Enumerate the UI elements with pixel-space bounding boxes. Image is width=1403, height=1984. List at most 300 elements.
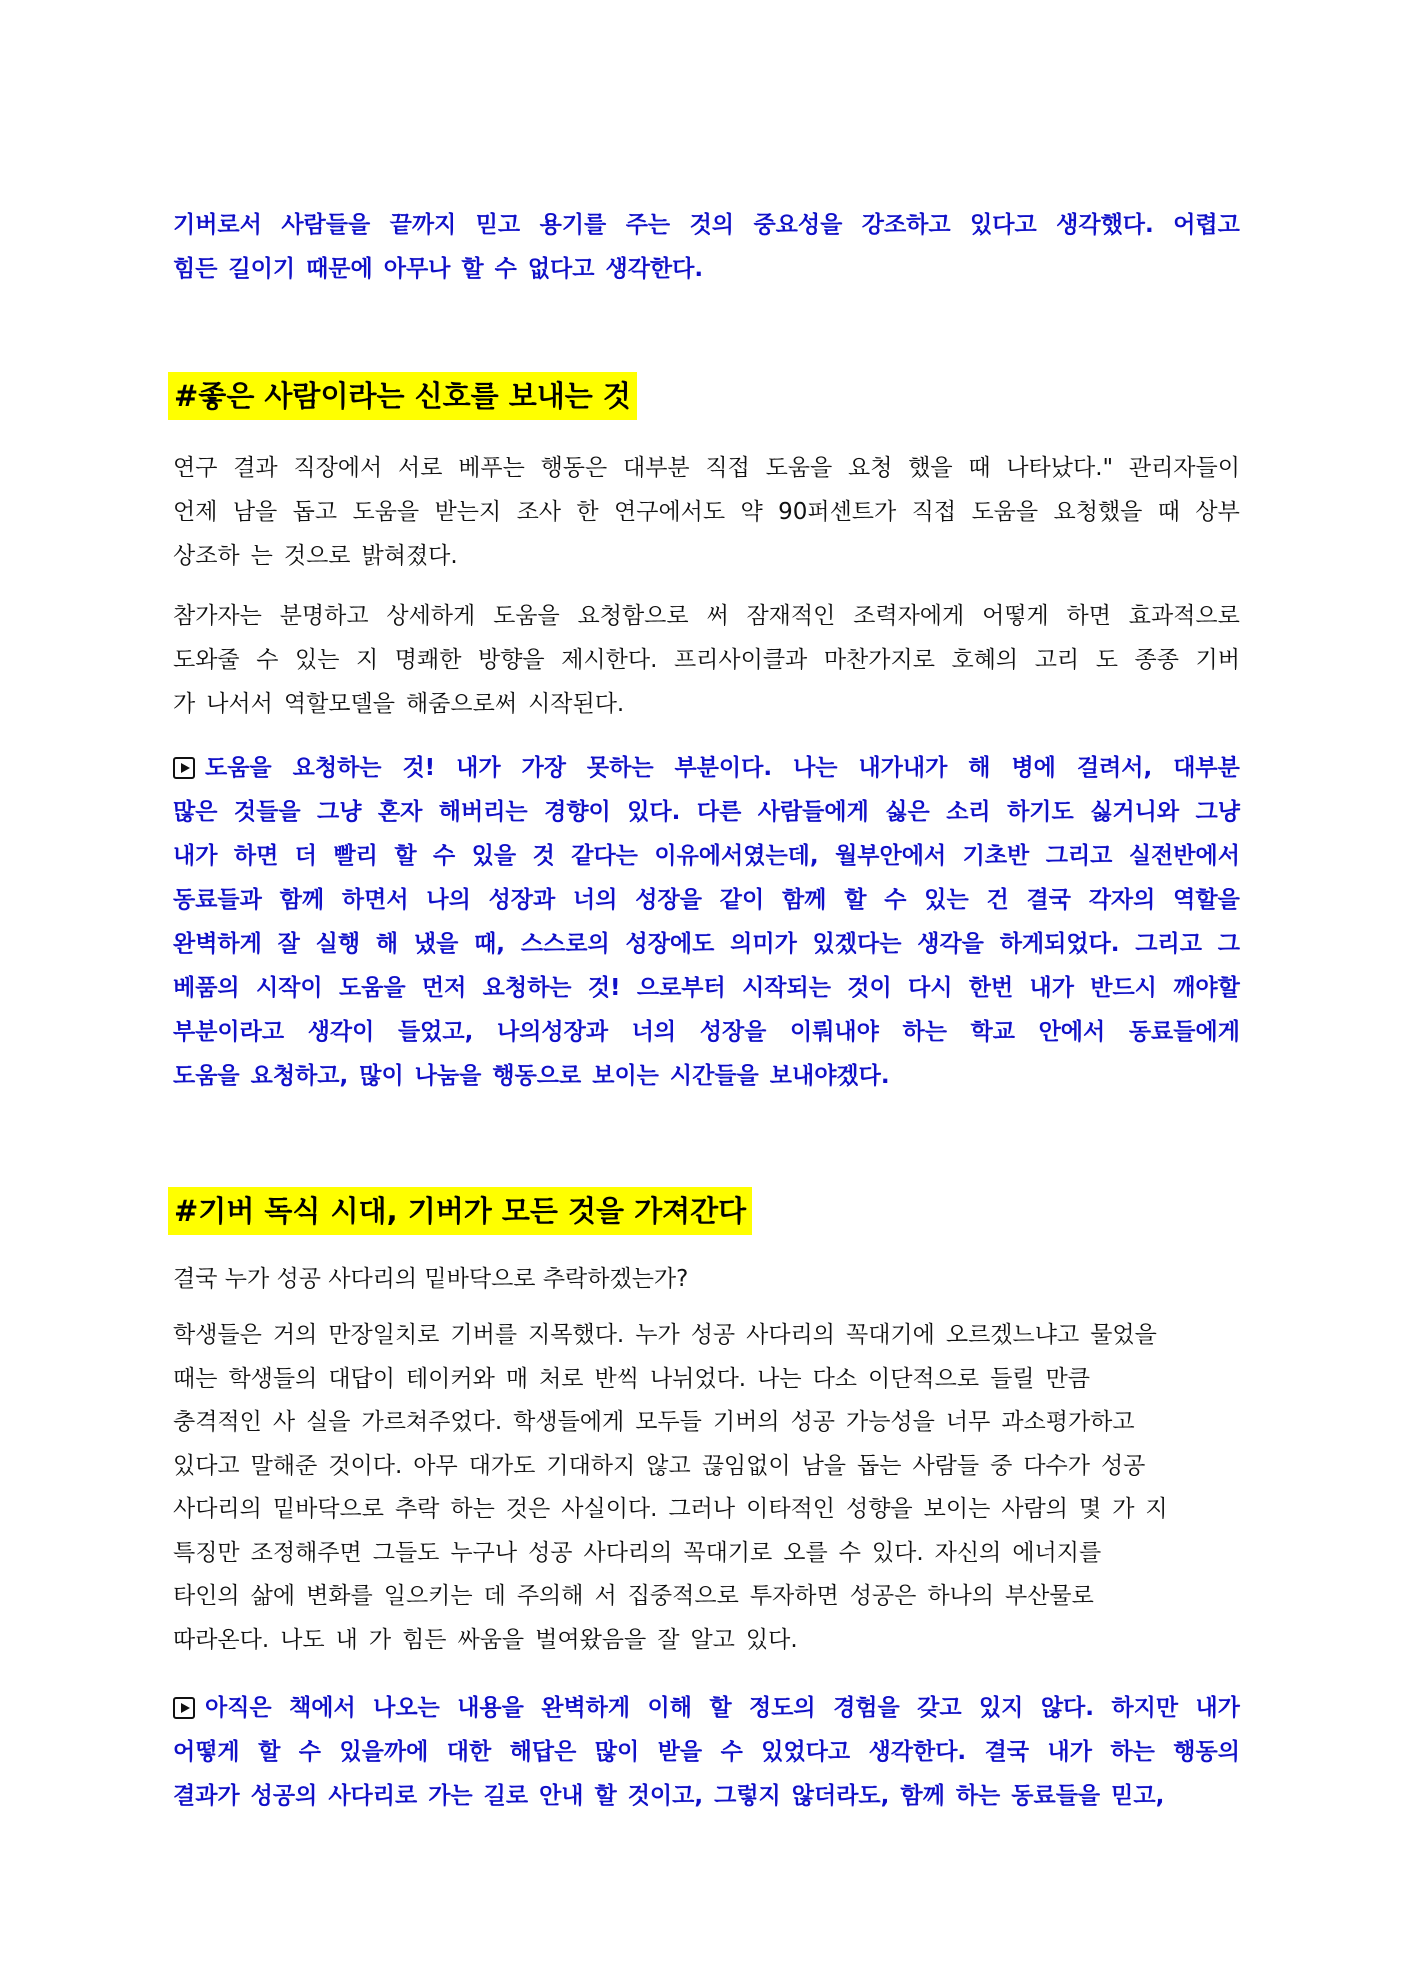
word: 있다. [627,799,681,825]
word: 도움을 [493,603,560,629]
word: 것의 [689,212,734,238]
word: 아무나 [383,256,451,282]
word: 싫은 [885,799,930,825]
text-line [173,490,1240,534]
word: 나눔을 [414,1063,482,1089]
word: 있을 [471,843,517,869]
word: 기버 [1195,647,1240,673]
word: 사다리의 [746,1322,835,1348]
word: 요청함으로 [577,603,689,629]
word: 있을까에 [339,1739,429,1765]
word: 밑바닥으로 [272,1496,384,1522]
word: 성장과 [488,887,556,913]
word: 이단적으로 [868,1365,980,1392]
word: 할 [394,843,417,869]
word: 냈을 [413,931,459,957]
word: 말해준 [250,1452,318,1479]
word: 추락 [394,1496,440,1522]
text-line [173,746,1240,790]
section2-paragraph [173,1314,1240,1662]
word: 동료들과 [173,887,262,913]
word: 의미가 [730,931,797,957]
word: 가는 [428,1783,473,1809]
text-line [173,446,1240,490]
word: 생각을 [917,931,984,957]
word: 더 [294,843,317,869]
word: 수 [838,1539,861,1566]
word: 상부 [1195,499,1240,525]
word: 직접 [705,455,750,481]
word: 연구 [173,455,218,481]
word: 나는 [793,755,838,781]
text-line [173,1010,1240,1054]
word: 이해 [647,1695,692,1721]
word: 매 [505,1365,529,1392]
word: 성공의 [250,1783,318,1809]
word: 집중적으로 [627,1583,739,1609]
word: 관리자들이 [1128,455,1240,481]
word: 성공 [790,1409,835,1435]
word: 내용을 [457,1695,524,1721]
text-line [173,1314,1240,1358]
word: 수 [494,256,517,282]
word: 있지 [978,1695,1024,1721]
word: 수 [720,1739,743,1765]
word: 수 [256,647,279,673]
play-button-icon [173,1697,195,1719]
text-line [173,834,1240,878]
word: 못하는 [586,755,654,781]
word: 조정해주면 [250,1539,362,1566]
word: 정도의 [749,1695,816,1721]
word: 학생들에게 [513,1409,625,1435]
word: 사람의 [1001,1496,1068,1522]
word: 행동의 [1173,1739,1240,1765]
word: 도 [1095,647,1118,673]
word: 많이 [359,1063,404,1089]
question-line: 결국 누가 성공 사다리의 밑바닥으로 추락하겠는가? [173,1266,689,1292]
text-line [173,922,1240,966]
word: 있다. [871,1539,924,1566]
word: 거의 [272,1322,318,1348]
word: 참가자는 [173,603,262,629]
word: 대한 [446,1739,492,1765]
word: 만장일치로 [328,1322,440,1348]
word: 도와줄 [173,647,240,673]
word: 하는 [1110,1739,1155,1765]
word: 같이 [719,887,765,913]
word: 것은 [505,1496,551,1522]
word: 그냥 [1195,799,1240,825]
word: 것이 [847,975,892,1001]
section1-reflection [173,746,1240,1098]
word: 완벽하게 [173,931,262,957]
word: 사람들을 [281,212,371,238]
word: 타인의 [173,1583,240,1609]
word: 성공 [1100,1452,1146,1479]
word: 내가 [1029,975,1074,1001]
word: 는 [250,543,273,569]
word: 가능성을 [846,1409,935,1435]
word: 지목했다. [528,1322,625,1348]
word: 꼭대기로 [683,1539,773,1566]
word: 가 [368,1626,392,1653]
word: 베푸는 [458,455,525,481]
word: 사다리로 [328,1783,418,1809]
word: 데 [483,1583,506,1609]
word: 기대하지 [546,1452,636,1479]
word: 있었다고 [761,1739,851,1765]
section1-paragraph-2 [173,594,1240,726]
word: 알고 [690,1626,735,1653]
word: 그냥 [317,799,362,825]
word: 믿고, [1111,1783,1165,1809]
word: 학교 [970,1019,1015,1045]
word: 없다고 [527,256,595,282]
word: 결국 [984,1739,1030,1765]
word: 하나의 [927,1583,994,1609]
word: 도움을 [338,975,406,1001]
word: 어떻게 [173,1739,240,1765]
word: 생각했다. [1056,212,1154,238]
word: 고리 [1034,647,1080,673]
word: 조사 [516,499,562,525]
word: 수 [433,843,456,869]
word: 프리사이클과 [673,647,808,673]
word: 행동은 [540,455,608,481]
word: 때 [1157,499,1180,525]
word: 건 [986,887,1009,913]
word: 들었고, [397,1019,474,1045]
text-line [173,1774,1240,1818]
word: 경험을 [833,1695,900,1721]
word: 기초반 [962,843,1030,869]
word: 받을 [657,1739,703,1765]
word: 사다리의 [173,1496,262,1522]
word: 기버로서 [173,212,262,238]
word: 호혜의 [951,647,1019,673]
word: 가 [1112,1496,1135,1522]
word: 이유에서였는데, [654,843,819,869]
word: 소리 [946,799,991,825]
word: 싸움을 [457,1626,525,1653]
word: 오르겠느냐고 [945,1322,1080,1348]
word: 남을 [801,1452,846,1479]
text-line [173,1686,1240,1730]
text-line [173,966,1240,1010]
word: 부분이다. [674,755,773,781]
word: 한번 [968,975,1014,1001]
word: 수 [298,1739,321,1765]
word: 스스로의 [520,931,610,957]
word: 함께 [279,887,325,913]
word: 과소평가하고 [1001,1409,1135,1435]
text-line [173,790,1240,834]
word: 연구에서도 [614,499,726,525]
word: 누구나 [450,1539,518,1566]
word: 성공은 [849,1583,917,1609]
word: 어렵고 [1173,212,1240,238]
text-line [173,1730,1240,1774]
word: 때문에 [306,256,373,282]
word: 이뤄내야 [790,1019,879,1045]
section2-reflection [173,1686,1240,1818]
word: 있다고 [173,1452,240,1479]
word: 베품의 [173,975,240,1001]
word: 가르쳐주었다. [361,1409,503,1435]
word: 책에서 [289,1695,356,1721]
word: 때 [968,455,991,481]
word: 밝혀졌다. [361,543,458,569]
word: 아직은 [173,1686,272,1730]
word: 벌여왔음을 [535,1626,647,1653]
word: 누가 [635,1322,680,1348]
word: 것 [532,843,555,869]
word: 함께 [781,887,827,913]
word: 남을 [232,499,278,525]
word: 것이다. [328,1452,403,1479]
play-button-icon [173,757,195,779]
word: 실을 [306,1409,351,1435]
word: 따라온다. [173,1626,270,1653]
word: 돕는 [857,1452,902,1479]
word: 물었을 [1090,1322,1157,1348]
text-line [173,1532,1240,1576]
word: 해 [375,931,399,957]
word: 성장을 [699,1019,767,1045]
word: 싫거니와 [1090,799,1180,825]
word: 요청하고, [250,1063,349,1089]
word: 가장 [521,755,566,781]
word: 해답은 [509,1739,577,1765]
word: 결과가 [173,1783,240,1809]
word: 않고 [646,1452,691,1479]
word: 내가 [456,755,501,781]
word: 너의 [573,887,618,913]
word: 잘 [277,931,300,957]
word: 보이는 [923,1496,991,1522]
word: 내가 [1047,1739,1092,1765]
word: 성장에도 [625,931,715,957]
word: 다시 [908,975,953,1001]
word: 해줌으로써 [405,691,518,717]
word: 마찬가지로 [823,647,935,673]
word: 역할을 [1173,887,1240,913]
text-line [173,534,1240,578]
word: 보이는 [592,1063,659,1089]
word: 않다. [1040,1695,1094,1721]
word: 직접 [911,499,957,525]
word: 있다고 [970,212,1037,238]
word: 역할모델을 [283,691,395,717]
word: 반씩 [594,1365,639,1392]
word: 상세하게 [386,603,476,629]
text-line [173,1054,1240,1098]
word: 도움을 [971,499,1039,525]
word: 서로 [398,455,443,481]
word: 혼자 [377,799,423,825]
word: 내 [335,1626,358,1653]
word: 하는 [450,1496,495,1522]
word: 반드시 [1090,975,1157,1001]
word: 결과 [233,455,278,481]
word: 종종 [1134,647,1179,673]
word: 때는 [173,1365,218,1392]
word: 요청 [848,455,893,481]
text-line [173,203,1240,247]
word: 성향을 [846,1496,913,1522]
word: 많은 [173,799,218,825]
word: 안내 [539,1783,584,1809]
word: 빨리 [333,843,378,869]
word: 나는 [757,1365,802,1392]
word: 그러나 [668,1496,736,1522]
text-line [173,1619,1240,1663]
word: 아무 [413,1452,458,1479]
word: 분명하고 [279,603,369,629]
word: 들릴 [990,1365,1035,1392]
word: 내가 [173,843,218,869]
word: 요청했을 [1053,499,1143,525]
word: 중 [990,1452,1013,1479]
word: 나타났다." [1006,455,1114,481]
word: 같다는 [571,843,638,869]
word: 돕고 [292,499,338,525]
word: 보내야겠다. [769,1063,890,1089]
word: 하면 [1066,603,1111,629]
word: 방향을 [478,647,545,673]
text-line [173,594,1240,638]
word: 용기를 [539,212,607,238]
word: 사람들에게 [757,799,869,825]
word: 실전반에서 [1128,843,1240,869]
intro-reflection [173,203,1240,291]
word: 대부분 [623,455,690,481]
word: 길로 [483,1783,529,1809]
word: 있는 [295,647,340,673]
word: 학생들은 [173,1322,262,1348]
word: 도움을 [765,455,833,481]
word: 끊임없이 [701,1452,791,1479]
word: 잠재적인 [746,603,836,629]
word: 있다. [745,1626,798,1653]
word: 투자하면 [749,1583,839,1609]
word: 사다리의 [583,1539,673,1566]
section1-paragraph-1 [173,446,1240,578]
text-line [173,1401,1240,1445]
word: 너의 [631,1019,677,1045]
text-line [173,682,1240,726]
word: 하지만 [1111,1695,1179,1721]
word: 기버의 [712,1409,780,1435]
word: 그 [1217,931,1240,957]
text-line [173,1445,1240,1489]
word: 시작이 [255,975,323,1001]
word: 생각한다. [605,256,704,282]
word: 잘 [657,1626,680,1653]
word: 도움을 [173,1063,240,1089]
word: 했을 [908,455,953,481]
word: 내가 [1195,1695,1240,1721]
word: 길이기 [228,256,296,282]
word: 요청하는 [482,975,572,1001]
word: 오를 [783,1539,828,1566]
word: 에너지를 [1012,1539,1102,1566]
word: 성공 [528,1539,573,1566]
word: 하면 [233,843,279,869]
word: 이타적인 [746,1496,835,1522]
word: 할 [594,1783,617,1809]
word: 너무 [945,1409,991,1435]
word: 효과적으로 [1128,603,1240,629]
word: 각자의 [1088,887,1156,913]
word: 만큼 [1045,1365,1090,1392]
word: 사 [272,1409,296,1435]
word: 충격적인 [173,1409,262,1435]
word: 실행 [315,931,361,957]
word: 나뉘었다. [649,1365,747,1392]
word: 걸려서, [1076,755,1153,781]
word: 받는지 [434,499,502,525]
word: 할 [258,1739,281,1765]
word: 나의성장과 [496,1019,609,1045]
section-heading-good-person-signal: #좋은 사람이라는 신호를 보내는 것 [168,372,637,420]
word: 내가내가 [858,755,948,781]
word: 것! [402,755,436,781]
word: 나오는 [373,1695,440,1721]
word: 부분이라고 [173,1019,285,1045]
word: 강조하고 [861,212,951,238]
word: 상조하 [173,543,240,569]
word: 생각한다. [868,1739,967,1765]
word: 월부안에서 [835,843,947,869]
word: 가 [173,691,196,717]
text-line [173,1575,1240,1619]
word: 할 [844,887,867,913]
word: 것으로 [283,543,351,569]
word: 않더라도, [791,1783,890,1809]
word: 도움을 [173,746,272,790]
word: 하는 [902,1019,947,1045]
word: 성장을 [635,887,702,913]
text-line [173,1488,1240,1532]
word: 하는 [955,1783,1001,1809]
word: 경향이 [544,799,611,825]
word: 어떻게 [982,603,1049,629]
word: 그들도 [372,1539,440,1566]
word: 힘든 [402,1626,447,1653]
word: 모두들 [635,1409,702,1435]
word: 언제 [173,499,218,525]
word: 써 [706,603,729,629]
word: 중요성을 [753,212,843,238]
word: 제시한다. [561,647,658,673]
word: 90퍼센트가 [778,499,897,525]
word: 처로 [539,1365,584,1392]
word: 때, [474,931,506,957]
word: 그리고 [1135,931,1202,957]
text-line [173,247,1240,291]
word: 삶에 [250,1583,296,1609]
text-line [173,1358,1240,1402]
word: 나서서 [206,691,273,717]
word: 병에 [1011,755,1056,781]
word: 하면서 [341,887,409,913]
word: 시간들을 [669,1063,759,1089]
word: 생각이 [307,1019,375,1045]
word: 시작되는 [742,975,831,1001]
word: 있는 [924,887,969,913]
